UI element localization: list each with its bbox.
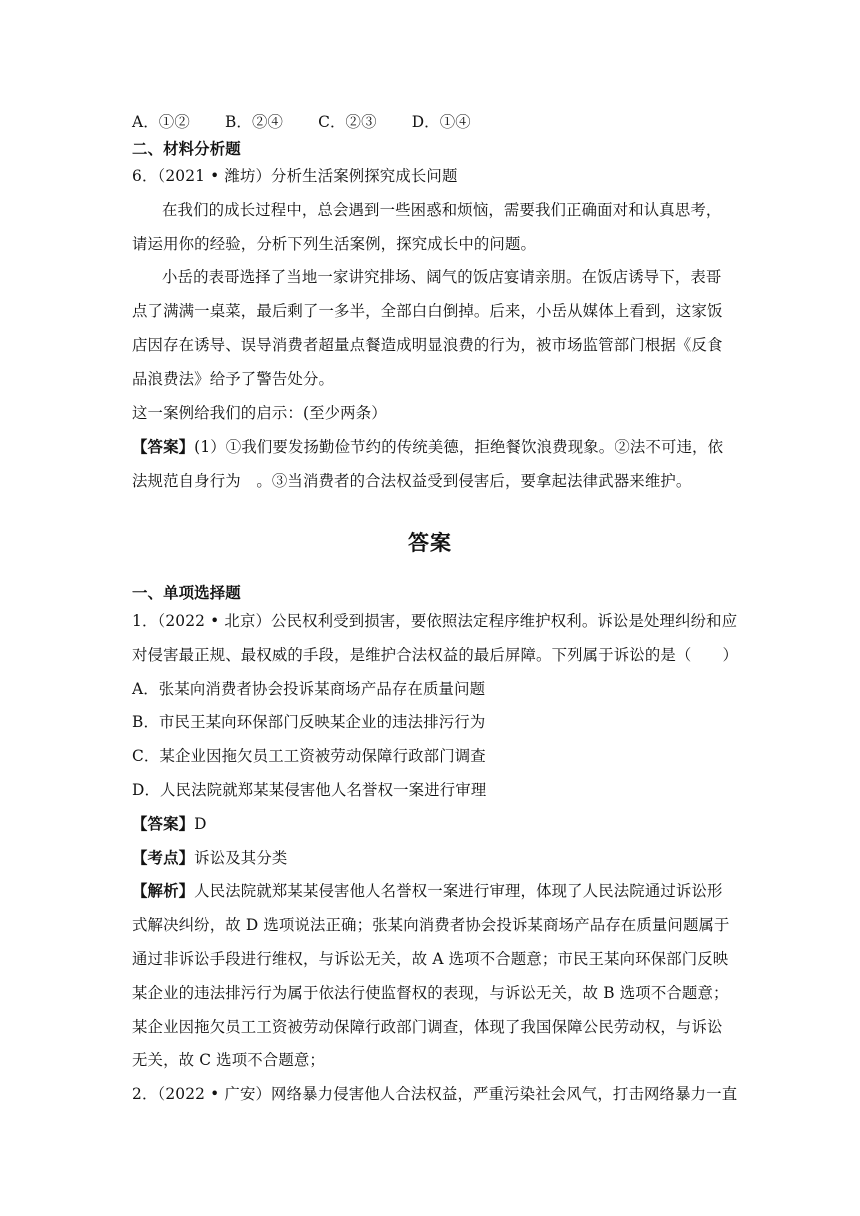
answers-heading: 答案 bbox=[408, 531, 452, 555]
q1-analysis-line-2: 式解决纠纷，故 D 选项说法正确；张某向消费者协会投诉某商场产品存在质量问题属于 bbox=[132, 916, 730, 934]
q6-paragraph-2-line-4: 品浪费法》给予了警告处分。 bbox=[132, 370, 335, 388]
q6-title: 6．（2021 • 潍坊）分析生活案例探究成长问题 bbox=[132, 167, 458, 185]
q1-point-value: 诉讼及其分类 bbox=[194, 849, 288, 867]
q1-analysis-text-1: 人民法院就郑某某侵害他人名誉权一案进行审理，体现了人民法院通过诉讼形 bbox=[194, 882, 723, 900]
q6-paragraph-2-line-1: 小岳的表哥选择了当地一家讲究排场、阔气的饭店宴请亲朋。在饭店诱导下，表哥 bbox=[162, 268, 722, 286]
option-a: A．①② bbox=[132, 113, 190, 131]
q2-stem-line-1: 2．（2022 • 广安）网络暴力侵害他人合法权益，严重污染社会风气，打击网络暴力一直 bbox=[132, 1085, 738, 1103]
q6-prompt: 这一案例给我们的启示：(至少两条） bbox=[132, 404, 387, 422]
q6-paragraph-1-line-2: 请运用你的经验，分析下列生活案例，探究成长中的问题。 bbox=[132, 235, 537, 253]
analysis-tag: 【解析】 bbox=[132, 882, 195, 900]
q6-answer-line-2: 法规范自身行为 。③当消费者的合法权益受到侵害后，要拿起法律武器来维护。 bbox=[132, 472, 692, 490]
q6-paragraph-2-line-3: 店因存在诱导、误导消费者超量点餐造成明显浪费的行为，被市场监管部门根据《反食 bbox=[132, 336, 723, 354]
q5-options-row bbox=[132, 112, 501, 132]
q6-paragraph-2-line-2: 点了满满一桌菜，最后剩了一多半，全部白白倒掉。后来，小岳从媒体上看到，这家饭 bbox=[132, 302, 723, 320]
q1-analysis-line-4: 某企业的违法排污行为属于依法行使监督权的表现，与诉讼无关，故 B 选项不合题意； bbox=[132, 984, 729, 1002]
q6-answer-line-1 bbox=[132, 437, 723, 457]
option-c: C．②③ bbox=[318, 113, 377, 131]
q1-answer-value: D bbox=[194, 815, 207, 833]
q1-analysis-line-3: 通过非诉讼手段进行维权，与诉讼无关，故 A 选项不合题意；市民王某向环保部门反映 bbox=[132, 950, 729, 968]
q6-paragraph-1-line-1: 在我们的成长过程中，总会遇到一些困惑和烦恼，需要我们正确面对和认真思考， bbox=[162, 201, 722, 219]
q1-option-a: A．张某向消费者协会投诉某商场产品存在质量问题 bbox=[132, 680, 486, 698]
q6-answer-text-1: (1）①我们要发扬勤俭节约的传统美德，拒绝餐饮浪费现象。②法不可违，依 bbox=[194, 438, 724, 456]
answer-tag: 【答案】 bbox=[132, 815, 195, 833]
q1-option-d: D．人民法院就郑某某侵害他人名誉权一案进行审理 bbox=[132, 781, 487, 799]
q1-stem-line-2: 对侵害最正规、最权威的手段，是维护合法权益的最后屏障。下列属于诉讼的是（ ） bbox=[132, 646, 739, 664]
section-title-single-choice: 一、单项选择题 bbox=[132, 584, 241, 602]
q1-knowledge-point bbox=[132, 848, 287, 868]
point-tag: 【考点】 bbox=[132, 849, 195, 867]
q1-stem-line-1: 1．（2022 • 北京）公民权利受到损害，要依照法定程序维护权利。诉讼是处理纠纷和应 bbox=[132, 612, 738, 630]
q1-answer bbox=[132, 814, 207, 834]
q1-analysis-line-5: 某企业因拖欠员工工资被劳动保障行政部门调查，体现了我国保障公民劳动权，与诉讼 bbox=[132, 1018, 723, 1036]
section-title-material-analysis: 二、材料分析题 bbox=[132, 140, 241, 158]
q1-option-c: C．某企业因拖欠员工工资被劳动保障行政部门调查 bbox=[132, 747, 486, 765]
q1-analysis-line-6: 无关，故 C 选项不合题意； bbox=[132, 1051, 325, 1069]
answer-tag: 【答案】 bbox=[132, 438, 195, 456]
option-d: D．①④ bbox=[411, 113, 471, 131]
q1-option-b: B．市民王某向环保部门反映某企业的违法排污行为 bbox=[132, 713, 486, 731]
q1-analysis-line-1 bbox=[132, 881, 723, 901]
option-b: B．②④ bbox=[224, 113, 284, 131]
